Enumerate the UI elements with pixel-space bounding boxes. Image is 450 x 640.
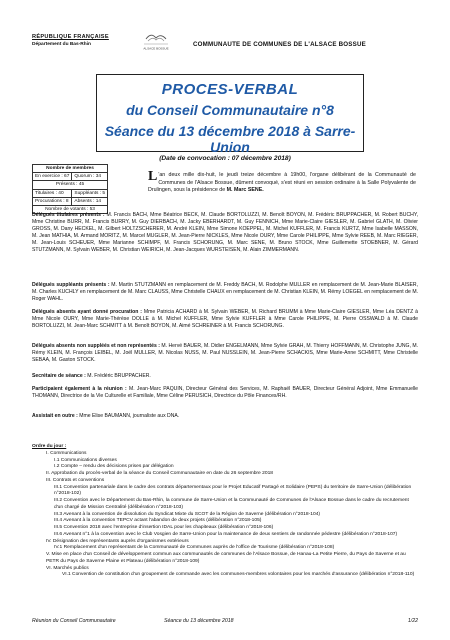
intro-paragraph	[148, 169, 416, 195]
intro-text: 'an deux mille dix-huit, le jeudi treize décembre à 19h00, l'organe délibérant de la Communauté de Communes de l'Alsace Bossue, dûment convoqué, s'est réuni en session ordinaire à la Salle Polyvalente de Drulingen, sous la présidence de	[148, 172, 416, 194]
stat-presents: Présents : 45	[33, 181, 108, 189]
secretaire-label: Secrétaire de séance :	[32, 373, 86, 379]
agenda-item: III.2 Convention avec le Département du Bas-Rhin, la commune de Sarre-Union et la Communauté de Communes de l'Alsace Bossue dans le cadre du recrutement d'un chargé de Mission Centralité (délibération n°2018-103)	[54, 498, 409, 510]
titulaires-text: M. Francis BACH, Mme Béatrice BECK, M. Claude BORTOLUZZI, M. Benoît BOYON, M. Frédéric BRUPPACHER, M. Robert BUCHY, Mme Christine BURR, M. Francis BURRY, M. Guy DIERBACH, M. Jacky EBERHARDT, M. Guy FENNICH, Mme Marie-Claire GIESLER, M. Gabriel GLATH, M. Olivier GROSS, M. Dany HECKEL, M. Gilbert HOLTZSCHERER, M. André KLEIN, Mme Simone KOEPPEL, M. Michel KUFFLER, M. Francis KURTZ, Mme Isabelle MASSON, M. Jean MATHIA, M. Armand MORITZ, M. Marcel MUGLER, M. Jean-Pierre NICKLES, Mme Nicole OURY, Mme Carole PHILIPPE, Mme Sylvie REEB, M. Marc RIEGER, M. Jean-Louis SCHEUER, Mme Marianne SCHIMPF, M. Francis SCHORUNG, M. Marc SENE, M. Bruno STOCK, Mme Guillemette STOEBNER, M. Gérard STUTZMANN, M. Sylvain WEBER, M. Christian WEIRICH, M. Jean-Jacques WURSTEISEN, M. Alain ZIMMERMANN.	[32, 212, 418, 253]
agenda-item: V. Mise en place d'un Conseil de développement commun aux communautés de communes de l'Alsace Bossue, de Hanau-La Petite Pierre, du Pays de Saverne et au PETR du Pays de Saverne Plaine et Plateau (délibération n°2018-109)	[46, 552, 406, 564]
session-date: Séance du 13 décembre 2018 à Sarre-Union	[104, 123, 356, 155]
document-title: PROCES-VERBAL	[161, 81, 299, 98]
council-number: du Conseil Communautaire n°8	[126, 102, 334, 118]
agenda-title: Ordre du jour :	[32, 444, 67, 449]
agenda-item: VI. Marchés publics	[46, 565, 89, 571]
footer-session: Séance du 13 décembre 2018	[164, 618, 234, 624]
absents-paragraph	[32, 343, 418, 364]
participaient-text: M. Jean-Marc PAQUIN, Directeur Général des Services, M. Raphaël BAUER, Directeur Général Adjoint, Mme Emmanuelle THOMANN, Directrice de la Vie Culturelle et Familiale, Mme Céline PERUSICH, Directrice du Pôle Finances/RH.	[32, 386, 418, 399]
members-table	[32, 164, 108, 214]
stat-quorum: Quorum : 34	[72, 173, 108, 181]
stat-exercice: En exercice : 67	[33, 173, 72, 181]
stat-absents: Absents : 14	[72, 197, 108, 205]
stat-procurations: Procurations : 8	[33, 197, 72, 205]
titulaires-paragraph	[32, 212, 418, 253]
agenda-list	[32, 451, 418, 579]
agenda	[32, 444, 418, 579]
page-number: 1/22	[407, 618, 418, 624]
drop-cap: L	[148, 169, 158, 184]
alsace-bossue-logo	[140, 30, 172, 52]
page-footer	[32, 618, 418, 624]
absents-label: Délégués absents non suppléés et non représentés :	[32, 343, 160, 349]
footer-meeting: Réunion du Conseil Communautaire	[32, 618, 116, 624]
community-name: COMMUNAUTE DE COMMUNES DE L'ALSACE BOSSUE	[193, 41, 366, 48]
invites-label: Assistait en outre :	[32, 413, 78, 419]
agenda-item: I.2 Compte – rendu des décisions prises par délégation	[54, 464, 174, 470]
convocation-date: (Date de convocation : 07 décembre 2018)	[159, 155, 291, 162]
procurations-label: Délégués absents ayant donné procuration :	[32, 309, 142, 315]
agenda-item: IV. Désignation des représentants auprès d'organismes extérieurs	[46, 538, 189, 544]
secretaire-paragraph	[32, 373, 418, 380]
suppleants-paragraph	[32, 282, 418, 303]
agenda-item: III.1 Convention partenariale dans le cadre des contrats départementaux pour le Projet Educatif Partagé et Solidaire (PEPS) du territoire de Sarre-Union (délibération n°2018-102)	[54, 484, 412, 497]
agenda-item: III.4 Avenant à la convention TEPCV actant l'abandon de deux projets (délibération n°2018-105)	[54, 518, 262, 524]
agenda-item: III. Contrats et conventions	[46, 477, 105, 483]
members-table-header: Nombre de membres	[33, 165, 108, 173]
agenda-item: I.1 Communications diverses	[54, 457, 117, 463]
agenda-item: III.6 Avenant n°1 à la convention avec le Club Vosgien de Sarre-Union pour la maintenance de deux sentiers de randonnée pédestre (délibération n°2018-107)	[54, 531, 398, 537]
agenda-item: I. Communications	[46, 450, 87, 456]
stat-titulaires: Titulaires : 40	[33, 189, 72, 197]
procurations-text: Mme Patricia ACHARD à M. Sylvain WEBER, M. Richard BRUMM à Mme Marie-Claire GIESLER, Mme Léa DENTZ à Mme Nicole OURY, Mme Marie-Thérèse DOLLE à M. Michel KUFFLER, Mme Sylvie KUFFLER à Mme Carole PHILIPPE, M. Pierre OSSWALD à M. Claude BORTOLUZZI, M. Jean-Marc SCHMITT à M. Benoît BOYON, M. Aimé SCHREINER à M. Francis SCHORUNG.	[32, 309, 418, 329]
republique-label: RÉPUBLIQUE FRANÇAISE	[32, 34, 109, 40]
suppleants-text: M. Martin STUTZMANN en remplacement de M. Freddy BACH, M. Rodolphe MULLER en remplacement de M. Jean-Marie BLAISER, M. Charles KUCHLY en remplacement de M. Marc CLAUSS, Mme Christelle CHAUX en remplacement de M. Christian KLEIN, M. Rémy LOEGEL en remplacement de M. Roger WAHL.	[32, 282, 418, 302]
header-left	[32, 34, 109, 47]
participaient-paragraph	[32, 386, 418, 400]
titulaires-label: Délégués titulaires présents :	[32, 212, 105, 218]
departement-label: Département du Bas-Rhin	[32, 42, 91, 47]
suppleants-label: Délégués suppléants présents :	[32, 282, 110, 288]
invites-text: Mme Elise BAUMANN, journaliste aux DNA.	[77, 413, 180, 419]
agenda-item: II. Approbation du procès-verbal de la séance du Conseil Communautaire en date du 26 septembre 2018	[46, 471, 274, 476]
agenda-item: IV.1 Remplacement d'un représentant de la Communauté de Communes auprès de l'office de Tourisme (délibération n°2018-108)	[54, 545, 335, 551]
agenda-item: III.3 Avenant à la convention de dissolution du Syndicat Mixte du SCOT de la Région de Saverne (délibération n°2018-104)	[54, 511, 321, 517]
agenda-item: VI.1 Convention de constitution d'un groupement de commande avec les communes-membres volontaires pour les marchés d'assurance (délibération n°2018-110)	[62, 572, 415, 578]
president-name: M. Marc SENE.	[226, 187, 264, 194]
stat-suppleants: Suppléants : 5	[72, 189, 108, 197]
secretaire-text: M. Frédéric BRUPPACHER.	[85, 373, 151, 379]
absents-text: M. Hervé BAUER, M. Didier ENGELMANN, Mme Sylvie GRAH, M. Thierry HOFFMANN, M. Christophe JUNG, M. Rémy KLEIN, M. François LEIBEL, M. Joël MULLER, M. Nicolas NUSS, M. Paul NUSSLEIN, M. Jean-Pierre SCHACKIS, Mme Marie-Anne SCHMITT, Mme Christelle SEBAA, M. Gaston STOCK.	[32, 343, 418, 363]
invites-paragraph	[32, 413, 418, 420]
stat-votants: Nombre de votants : 53	[33, 206, 108, 214]
title-box	[96, 74, 364, 155]
participaient-label: Participaient également à la réunion :	[32, 386, 127, 392]
agenda-item: III.5 Convention 2018 avec l'entreprise d'insertion IDAL pour les chapiteaux (délibération n°2018-106)	[54, 525, 274, 530]
logo-text: ALSACE BOSSUE	[143, 46, 169, 51]
procurations-paragraph	[32, 309, 418, 330]
